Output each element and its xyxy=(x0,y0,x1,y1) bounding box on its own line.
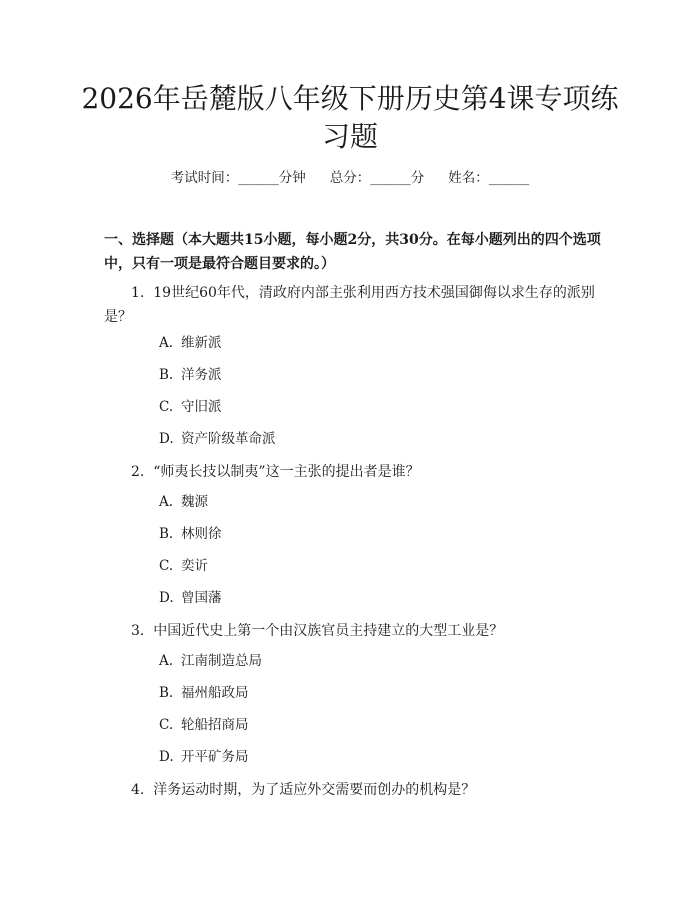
total-score-field: 总分：______分 xyxy=(329,170,425,186)
exam-time-field: 考试时间：______分钟 xyxy=(170,170,306,186)
question-number: 3. xyxy=(131,623,145,639)
question-number: 4. xyxy=(131,782,145,798)
option-2d[interactable]: D. 曾国藩 xyxy=(159,590,222,606)
question-text: “师夷长技以制夷”这一主张的提出者是谁？ xyxy=(153,464,420,480)
option-1c[interactable]: C. 守旧派 xyxy=(159,399,222,415)
option-3b[interactable]: B. 福州船政局 xyxy=(159,685,249,701)
section-heading: 一、选择题（本大题共15小题，每小题2分，共30分。在每小题列出的四个选项中，只有一项是最符合题目要求的。） xyxy=(104,232,601,272)
question-text: 中国近代史上第一个由汉族官员主持建立的大型工业是？ xyxy=(153,623,504,639)
option-3a[interactable]: A. 江南制造总局 xyxy=(159,653,262,669)
option-3c[interactable]: C. 轮船招商局 xyxy=(159,717,249,733)
option-3d[interactable]: D. 开平矿务局 xyxy=(159,749,249,765)
question-3 xyxy=(104,619,600,643)
page-title: 2026年岳麓版八年级下册历史第4课专项练习题 xyxy=(81,82,619,153)
exam-info-line xyxy=(0,168,700,188)
question-text: 洋务运动时期，为了适应外交需要而创办的机构是？ xyxy=(153,782,476,798)
question-text: 19世纪60年代，清政府内部主张利用西方技术强国御侮以求生存的派别是？ xyxy=(104,285,595,325)
question-number: 2. xyxy=(131,464,145,480)
question-1 xyxy=(104,281,600,329)
question-2 xyxy=(104,460,600,484)
option-2c[interactable]: C. 奕䜣 xyxy=(159,558,208,574)
question-4 xyxy=(104,778,600,802)
option-1a[interactable]: A. 维新派 xyxy=(159,335,222,351)
option-2a[interactable]: A. 魏源 xyxy=(159,494,208,510)
question-number: 1. xyxy=(131,285,145,301)
option-2b[interactable]: B. 林则徐 xyxy=(159,526,222,542)
option-1b[interactable]: B. 洋务派 xyxy=(159,367,222,383)
option-1d[interactable]: D. 资产阶级革命派 xyxy=(159,431,276,447)
name-field: 姓名：______ xyxy=(448,170,530,186)
